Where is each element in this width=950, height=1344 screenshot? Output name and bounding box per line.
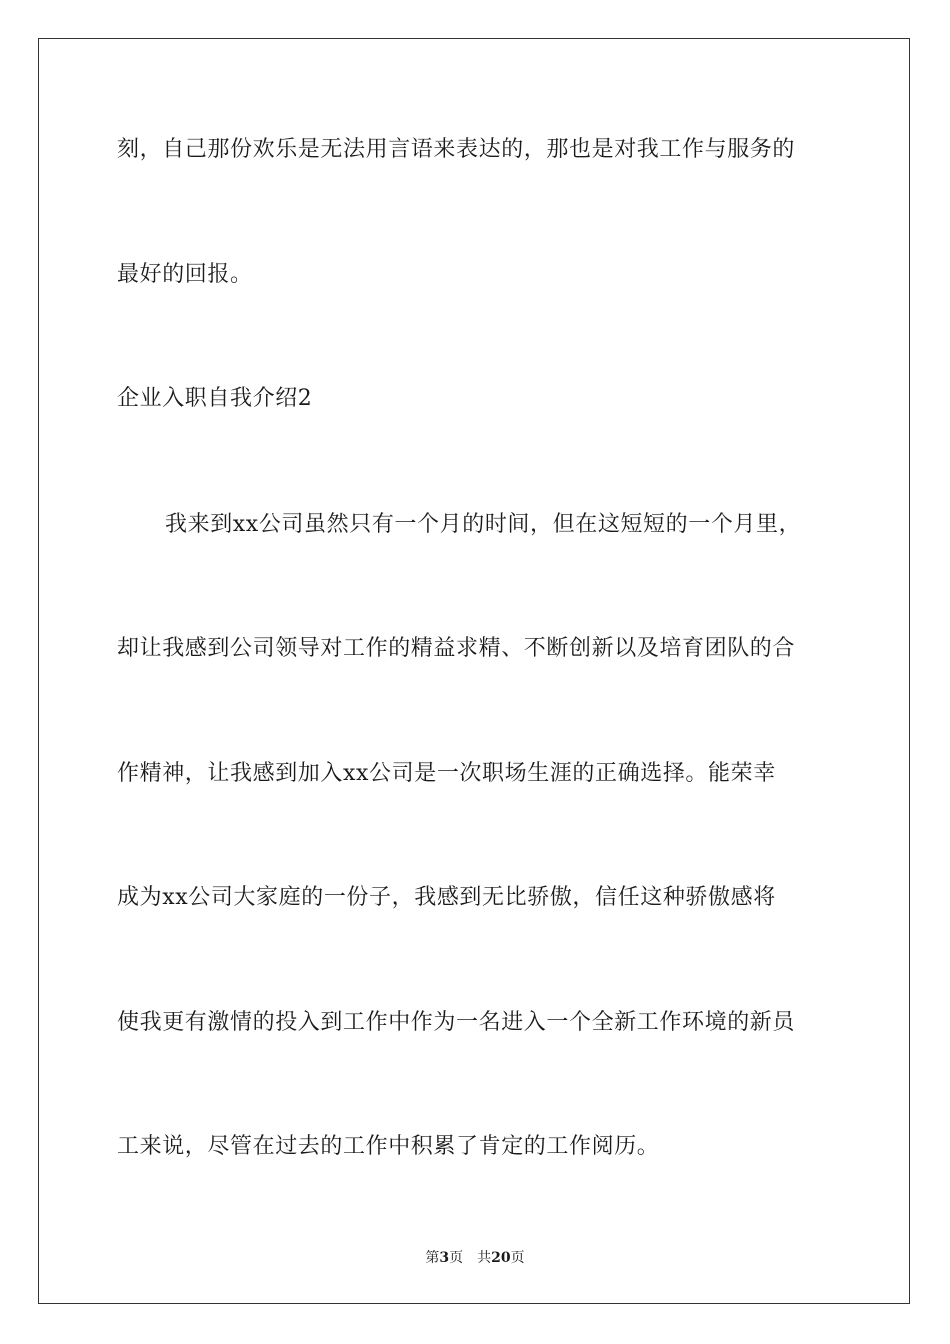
total-prefix: 共 xyxy=(477,1250,492,1266)
paragraph-line-1: 刻，自己那份欢乐是无法用言语来表达的，那也是对我工作与服务的 xyxy=(117,137,796,162)
section-title: 企业入职自我介绍2 xyxy=(117,386,313,411)
body-line-5: 使我更有激情的投入到工作中作为一名进入一个全新工作环境的新员 xyxy=(117,1010,796,1035)
paragraph-line-2: 最好的回报。 xyxy=(117,262,253,287)
page-suffix: 页 xyxy=(449,1250,464,1266)
page-footer xyxy=(0,1249,950,1267)
body-line-1: 我来到xx公司虽然只有一个月的时间，但在这短短的一个月里， xyxy=(165,512,802,537)
body-line-3: 作精神，让我感到加入xx公司是一次职场生涯的正确选择。能荣幸 xyxy=(117,761,776,786)
page-frame xyxy=(38,38,910,1304)
body-line-2: 却让我感到公司领导对工作的精益求精、不断创新以及培育团队的合 xyxy=(117,636,796,661)
total-pages: 20 xyxy=(491,1250,511,1266)
body-line-4: 成为xx公司大家庭的一份子，我感到无比骄傲，信任这种骄傲感将 xyxy=(117,885,776,910)
body-line-6: 工来说，尽管在过去的工作中积累了肯定的工作阅历。 xyxy=(117,1134,660,1159)
page-number: 3 xyxy=(439,1250,450,1266)
total-suffix: 页 xyxy=(510,1250,525,1266)
page-prefix: 第 xyxy=(425,1250,440,1266)
